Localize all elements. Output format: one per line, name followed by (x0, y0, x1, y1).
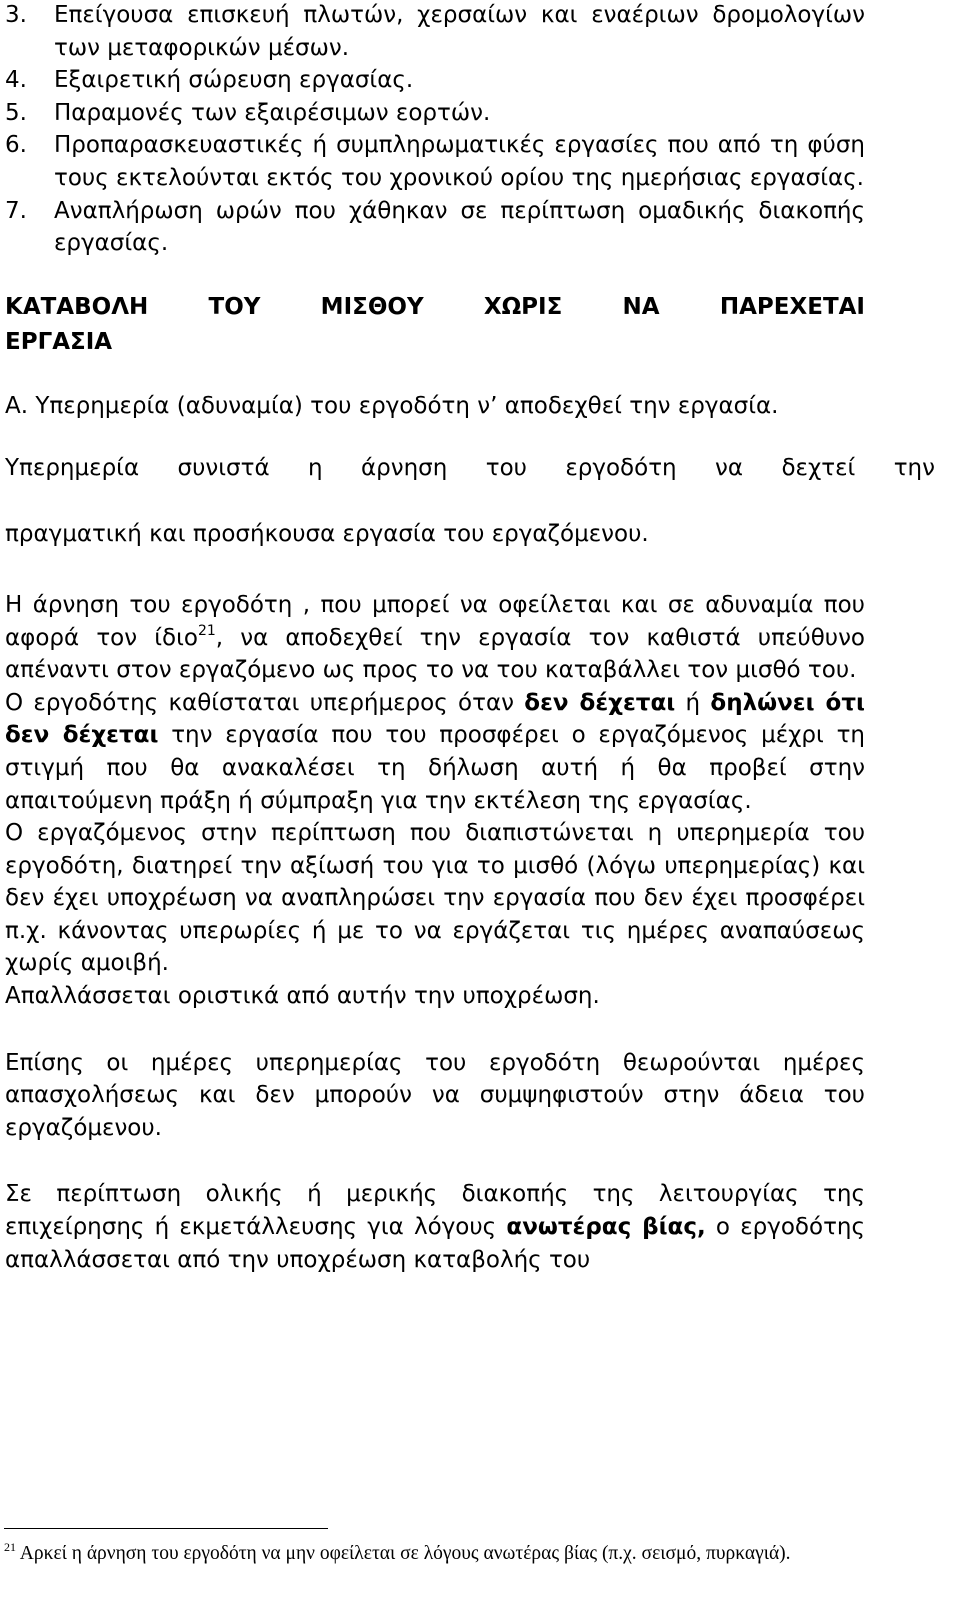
paragraph-text: ο εργοδότης απαλλάσσεται από την υποχρέωση καταβολής του (5, 1214, 865, 1273)
definition-line (5, 452, 935, 484)
list-item-number: 5. (5, 99, 27, 126)
list-item-number: 4. (5, 67, 27, 94)
word: η (308, 455, 323, 482)
paragraph-text: Σε περίπτωση ολικής ή μερικής διακοπής της λειτουργίας της επιχείρησης ή εκμετάλλευσης για λόγους (5, 1181, 865, 1241)
list-item-text: Εξαιρετική σώρευση εργασίας. (54, 67, 414, 94)
footnote-reference: 21 (197, 622, 216, 639)
list-item (5, 0, 865, 64)
word: την (893, 455, 935, 482)
paragraph-force-majeure (5, 1178, 865, 1276)
list-item-text: Επείγουσα επισκευή πλωτών, χερσαίων και εναέριων δρομολογίων των μεταφορικών μέσων. (54, 2, 865, 61)
list-item (5, 195, 865, 260)
bold-phrase: ανωτέρας βίας, (506, 1214, 706, 1241)
footnote-text: Αρκεί η άρνηση του εργοδότη να μην οφείλεται σε λόγους ανωτέρας βίας (π.χ. σεισμό, πυρκαγιά). (16, 1543, 791, 1564)
footnote-number: 21 (4, 1540, 16, 1554)
section-heading: ΚΑΤΑΒΟΛΗ ΤΟΥ ΜΙΣΘΟΥ ΧΩΡΙΣ ΝΑ ΠΑΡΕΧΕΤΑΙ ΕΡΓΑΣΙΑ (5, 293, 865, 355)
list-item-text: Προπαρασκευαστικές ή συμπληρωματικές εργασίες που από τη φύση τους εκτελούνται εκτός του χρονικού ορίου της ημερήσιας εργασίας. (54, 132, 865, 191)
list-item-text: Αναπλήρωση ωρών που χάθηκαν σε περίπτωση ομαδικής διακοπής εργασίας. (54, 197, 865, 257)
paragraph-text: Η άρνηση του εργοδότη , που μπορεί να οφείλεται και σε αδυναμία που αφορά τον ίδιο (5, 591, 865, 651)
word: δεχτεί (781, 455, 856, 482)
word: άρνηση (360, 455, 448, 482)
list-item (5, 97, 865, 130)
list-item-number: 7. (5, 197, 27, 224)
paragraph-text: ή (675, 689, 711, 716)
subsection-heading: Α. Υπερημερία (αδυναμία) του εργοδότη ν’ αποδεχθεί την εργασία. (5, 392, 779, 419)
paragraph-refusal (5, 589, 865, 687)
bold-phrase: δηλώνει ότι δεν δέχεται (5, 689, 865, 749)
word: συνιστά (177, 455, 270, 482)
list-item (5, 64, 865, 97)
paragraph-text: την εργασία που του προσφέρει ο εργαζόμενος μέχρι τη στιγμή που θα ανακαλέσει τη δήλωση αυτή ή θα προβεί στην απαιτούμενη πράξη ή σύμπραξη για την εκτέλεση της εργασίας. (5, 722, 865, 814)
list-item-text: Παραμονές των εξαιρέσιμων εορτών. (54, 99, 491, 126)
word: του (485, 455, 527, 482)
paragraph-text: Ο εργοδότης καθίσταται υπερήμερος όταν (5, 689, 525, 716)
list-item-number: 6. (5, 132, 27, 159)
word: να (715, 455, 744, 482)
list-item (5, 129, 865, 194)
numbered-list (5, 0, 865, 260)
list-item-number: 3. (5, 2, 27, 28)
definition-paragraph (5, 452, 935, 551)
footnote-separator (4, 1528, 328, 1529)
word: Υπερημερία (5, 455, 140, 482)
document-page (5, 0, 935, 1276)
word: εργοδότη (565, 455, 677, 482)
paragraph-release: Απαλλάσσεται οριστικά από αυτήν την υποχρέωση. (5, 983, 600, 1010)
paragraph-default (5, 687, 865, 817)
paragraph-employee-claim: Ο εργαζόμενος στην περίπτωση που διαπιστώνεται η υπερημερία του εργοδότη, διατηρεί την αξίωσή του για το μισθό (λόγω υπερημερίας) και δεν έχει υποχρέωση να αναπληρώσει την εργασία που δεν έχει προσφέρει π.χ. κάνοντας υπερωρίες ή με το να εργάζεται τις ημέρες αναπαύσεως χωρίς αμοιβή. (5, 820, 865, 977)
paragraph-days: Επίσης οι ημέρες υπερημερίας του εργοδότη θεωρούνται ημέρες απασχολήσεως και δεν μπορούν να συμψηφιστούν στην άδεια του εργαζόμενου. (5, 1049, 865, 1141)
footnote (4, 1541, 960, 1567)
definition-line-2: πραγματική και προσήκουσα εργασία του εργαζόμενου. (5, 521, 649, 548)
bold-phrase: δεν δέχεται (524, 689, 676, 716)
paragraph-text: , να αποδεχθεί την εργασία τον καθιστά υπεύθυνο απέναντι στον εργαζόμενο ως προς το να του καταβάλλει τον μισθό του. (5, 624, 865, 684)
